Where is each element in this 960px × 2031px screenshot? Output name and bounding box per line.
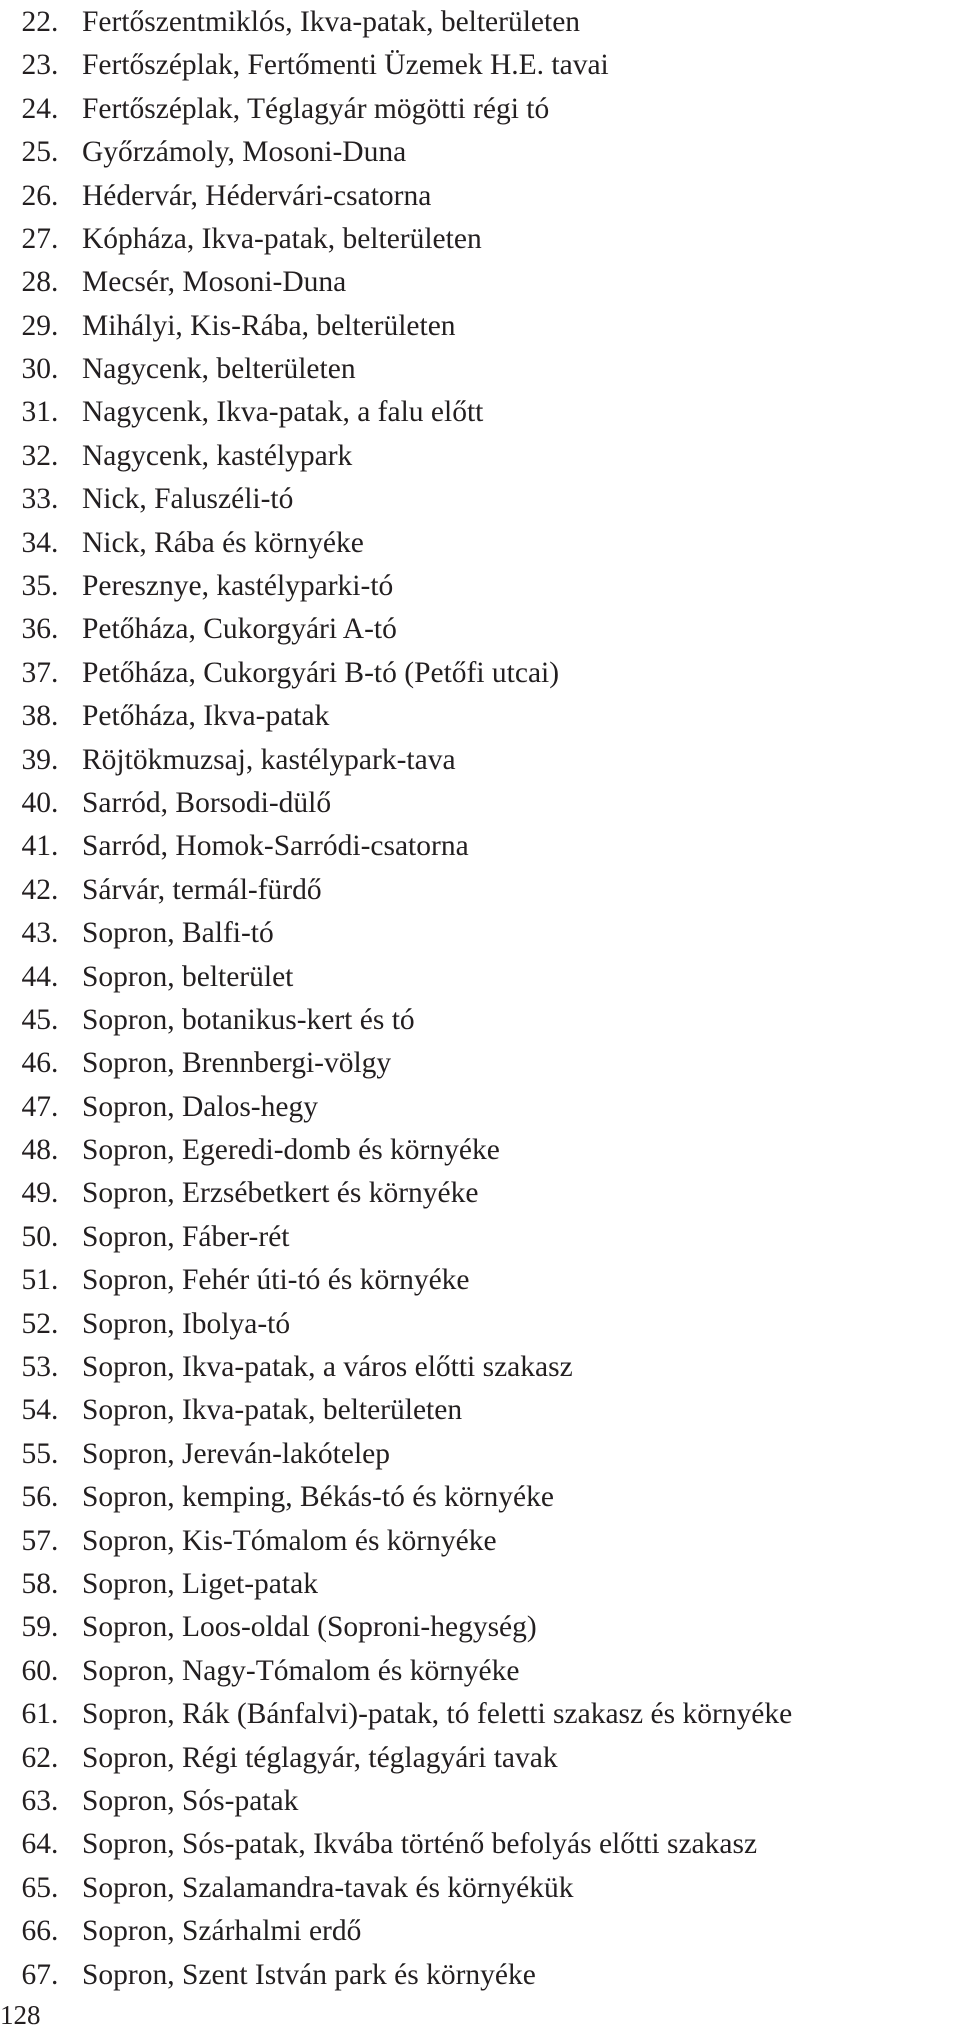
list-item (0, 1086, 960, 1129)
list-item-text: Sopron, Sós-patak (82, 1784, 299, 1817)
list-item-text: Sárvár, termál-fürdő (82, 873, 322, 906)
list-item (0, 956, 960, 999)
list-item-separator: . (51, 92, 59, 125)
list-item (0, 1346, 960, 1389)
list-item-text: Sopron, Jereván-lakótelep (82, 1437, 391, 1470)
list-item-text: Sopron, Balfi-tó (82, 917, 274, 950)
list-item-text: Hédervár, Hédervári-csatorna (82, 179, 432, 212)
list-item-number: 51 (21, 1264, 51, 1297)
list-item-text: Sopron, kemping, Békás-tó és környéke (82, 1481, 554, 1514)
list-item-number: 62 (21, 1741, 51, 1774)
list-item-separator: . (51, 743, 59, 776)
list-item (0, 869, 960, 912)
list-item-separator: . (51, 222, 59, 255)
list-item-text: Sopron, botanikus-kert és tó (82, 1003, 415, 1036)
list-item-separator: . (51, 1134, 59, 1167)
list-item-text: Sopron, Rák (Bánfalvi)-patak, tó feletti szakasz és környéke (82, 1698, 793, 1731)
list-item (0, 175, 960, 218)
list-item-separator: . (51, 309, 59, 342)
list-item-text: Sopron, Nagy-Tómalom és környéke (82, 1654, 520, 1687)
list-item (0, 1173, 960, 1216)
list-item-number: 23 (21, 49, 51, 82)
list-item (0, 695, 960, 738)
list-item-separator: . (51, 656, 59, 689)
list-item-number: 45 (21, 1003, 51, 1036)
list-item (0, 1737, 960, 1780)
list-item (0, 1606, 960, 1649)
list-item (0, 1693, 960, 1736)
list-item (0, 392, 960, 435)
list-item (0, 565, 960, 608)
list-item-separator: . (51, 353, 59, 386)
list-item-separator: . (51, 1784, 59, 1817)
list-item-number: 25 (21, 136, 51, 169)
list-item-separator: . (51, 1351, 59, 1384)
list-item-number: 49 (21, 1177, 51, 1210)
list-item-number: 33 (21, 483, 51, 516)
list-item-number: 28 (21, 266, 51, 299)
list-item-text: Sopron, belterület (82, 960, 294, 993)
list-item (0, 1650, 960, 1693)
list-item-number: 36 (21, 613, 51, 646)
list-item-number: 42 (21, 873, 51, 906)
list-item-number: 53 (21, 1351, 51, 1384)
list-item (0, 1954, 960, 1997)
list-item-separator: . (51, 1090, 59, 1123)
list-item-number: 32 (21, 439, 51, 472)
list-item (0, 1259, 960, 1302)
list-item (0, 218, 960, 261)
list-item (0, 1303, 960, 1346)
list-item-separator: . (51, 570, 59, 603)
list-item-separator: . (51, 1177, 59, 1210)
list-item-separator: . (51, 266, 59, 299)
list-item-number: 39 (21, 743, 51, 776)
list-item-number: 58 (21, 1568, 51, 1600)
list-item-separator: . (51, 1220, 59, 1253)
list-item-number: 24 (21, 92, 51, 125)
list-item-number: 47 (21, 1090, 51, 1123)
list-item-separator: . (51, 1003, 59, 1036)
list-item-number: 63 (21, 1784, 51, 1817)
list-item-separator: . (51, 786, 59, 819)
list-item-number: 55 (21, 1437, 51, 1470)
list-item-number: 59 (21, 1611, 51, 1644)
list-item-number: 29 (21, 309, 51, 342)
list-item-separator: . (51, 613, 59, 646)
list-item (0, 478, 960, 521)
list-item-text: Fertőszentmiklós, Ikva-patak, belterületen (82, 5, 581, 38)
list-item (0, 1910, 960, 1953)
list-item-separator: . (51, 1394, 59, 1427)
list-item-text: Sopron, Szent István park és környéke (82, 1958, 536, 1991)
list-item-separator: . (51, 49, 59, 82)
list-item-number: 41 (21, 830, 51, 863)
list-item-number: 66 (21, 1915, 51, 1948)
list-item (0, 782, 960, 825)
list-item-separator: . (51, 1871, 59, 1904)
list-item-separator: . (51, 5, 59, 38)
list-item (0, 1563, 960, 1606)
list-item (0, 88, 960, 131)
list-item-separator: . (51, 483, 59, 516)
list-item-text: Petőháza, Cukorgyári B-tó (Petőfi utcai) (82, 656, 560, 689)
list-item (0, 912, 960, 955)
list-item-text: Nagycenk, Ikva-patak, a falu előtt (82, 396, 484, 429)
list-item-text: Sopron, Dalos-hegy (82, 1090, 318, 1123)
list-item-text: Röjtökmuzsaj, kastélypark-tava (82, 743, 456, 776)
list-item-separator: . (51, 136, 59, 169)
list-item (0, 261, 960, 304)
list-item-text: Fertőszéplak, Fertőmenti Üzemek H.E. tavai (82, 49, 609, 82)
list-item-number: 43 (21, 917, 51, 950)
list-item-number: 61 (21, 1698, 51, 1731)
list-item-separator: . (51, 1568, 59, 1600)
list-item (0, 1216, 960, 1259)
list-item-separator: . (51, 1654, 59, 1687)
list-item-separator: . (51, 1828, 59, 1861)
list-item-text: Sopron, Brennbergi-völgy (82, 1047, 392, 1080)
list-item (0, 1433, 960, 1476)
list-item (0, 739, 960, 782)
list-item-text: Sopron, Erzsébetkert és környéke (82, 1177, 479, 1210)
list-item-number: 46 (21, 1047, 51, 1080)
list-item-text: Sopron, Liget-patak (82, 1568, 318, 1600)
list-item (0, 1476, 960, 1519)
list-item-text: Nagycenk, kastélypark (82, 439, 353, 472)
list-item-number: 65 (21, 1871, 51, 1904)
list-item-number: 22 (21, 5, 51, 38)
list-item-text: Petőháza, Cukorgyári A-tó (82, 613, 397, 646)
list-item (0, 1780, 960, 1823)
list-item (0, 1042, 960, 1085)
list-item-separator: . (51, 1698, 59, 1731)
list-item-separator: . (51, 1958, 59, 1991)
list-item-number: 31 (21, 396, 51, 429)
list-item-number: 35 (21, 570, 51, 603)
list-item-separator: . (51, 526, 59, 559)
list-item-text: Győrzámoly, Mosoni-Duna (82, 136, 407, 169)
list-item (0, 522, 960, 565)
list-item-separator: . (51, 1264, 59, 1297)
list-item (0, 131, 960, 174)
list-item-number: 44 (21, 960, 51, 993)
list-item-text: Nick, Faluszéli-tó (82, 483, 294, 516)
list-item-separator: . (51, 396, 59, 429)
list-item-text: Sopron, Szárhalmi erdő (82, 1915, 362, 1948)
list-item (0, 1520, 960, 1563)
list-item-number: 56 (21, 1481, 51, 1514)
list-item-number: 30 (21, 353, 51, 386)
list-item-separator: . (51, 1481, 59, 1514)
list-item-text: Mihályi, Kis-Rába, belterületen (82, 309, 456, 342)
list-item-separator: . (51, 1611, 59, 1644)
list-item-text: Fertőszéplak, Téglagyár mögötti régi tó (82, 92, 550, 125)
list-item-text: Sopron, Ibolya-tó (82, 1307, 291, 1340)
list-item-number: 67 (21, 1958, 51, 1991)
list-item-number: 38 (21, 700, 51, 733)
list-item (0, 825, 960, 868)
location-list (0, 1, 960, 1997)
list-item-text: Sopron, Ikva-patak, belterületen (82, 1394, 463, 1427)
list-item-text: Sopron, Fáber-rét (82, 1220, 290, 1253)
list-item-text: Sopron, Kis-Tómalom és környéke (82, 1524, 497, 1557)
list-item-number: 64 (21, 1828, 51, 1861)
list-item (0, 44, 960, 87)
list-item-text: Kópháza, Ikva-patak, belterületen (82, 222, 482, 255)
list-item-text: Petőháza, Ikva-patak (82, 700, 330, 733)
list-item-text: Sopron, Fehér úti-tó és környéke (82, 1264, 470, 1297)
list-item (0, 1823, 960, 1866)
list-item-text: Sopron, Régi téglagyár, téglagyári tavak (82, 1741, 558, 1774)
list-item-number: 40 (21, 786, 51, 819)
list-item-text: Sopron, Egeredi-domb és környéke (82, 1134, 500, 1167)
list-item-text: Sopron, Sós-patak, Ikvába történő befolyás előtti szakasz (82, 1828, 758, 1861)
list-item-number: 52 (21, 1307, 51, 1340)
list-item-text: Nagycenk, belterületen (82, 353, 356, 386)
list-item-number: 27 (21, 222, 51, 255)
list-item (0, 1390, 960, 1433)
list-item-separator: . (51, 1915, 59, 1948)
list-item-text: Mecsér, Mosoni-Duna (82, 266, 347, 299)
list-item (0, 1, 960, 44)
list-item (0, 435, 960, 478)
list-item-separator: . (51, 917, 59, 950)
list-item (0, 1867, 960, 1910)
list-item (0, 1129, 960, 1172)
list-item-separator: . (51, 1437, 59, 1470)
list-item (0, 305, 960, 348)
list-item-number: 60 (21, 1654, 51, 1687)
list-item-text: Peresznye, kastélyparki-tó (82, 570, 394, 603)
list-item-number: 57 (21, 1524, 51, 1557)
list-item-number: 34 (21, 526, 51, 559)
list-item-number: 48 (21, 1134, 51, 1167)
list-item-separator: . (51, 960, 59, 993)
list-item-number: 37 (21, 656, 51, 689)
list-item-separator: . (51, 1524, 59, 1557)
list-item-text: Sopron, Szalamandra-tavak és környékük (82, 1871, 574, 1904)
list-item-separator: . (51, 1047, 59, 1080)
list-item-separator: . (51, 830, 59, 863)
list-item-separator: . (51, 439, 59, 472)
list-item-number: 50 (21, 1220, 51, 1253)
list-item-text: Sopron, Ikva-patak, a város előtti szakasz (82, 1351, 573, 1384)
list-item (0, 652, 960, 695)
list-item-number: 54 (21, 1394, 51, 1427)
list-item-text: Sopron, Loos-oldal (Soproni-hegység) (82, 1611, 537, 1644)
list-item-number: 26 (21, 179, 51, 212)
list-item-separator: . (51, 1741, 59, 1774)
list-item-text: Sarród, Borsodi-dülő (82, 786, 332, 819)
list-item-separator: . (51, 179, 59, 212)
list-item (0, 348, 960, 391)
list-item-text: Nick, Rába és környéke (82, 526, 364, 559)
list-item-text: Sarród, Homok-Sarródi-csatorna (82, 830, 469, 863)
list-item-separator: . (51, 700, 59, 733)
list-item-separator: . (51, 873, 59, 906)
list-item (0, 608, 960, 651)
list-item (0, 999, 960, 1042)
page-number: 128 (0, 2000, 41, 2030)
list-item-separator: . (51, 1307, 59, 1340)
